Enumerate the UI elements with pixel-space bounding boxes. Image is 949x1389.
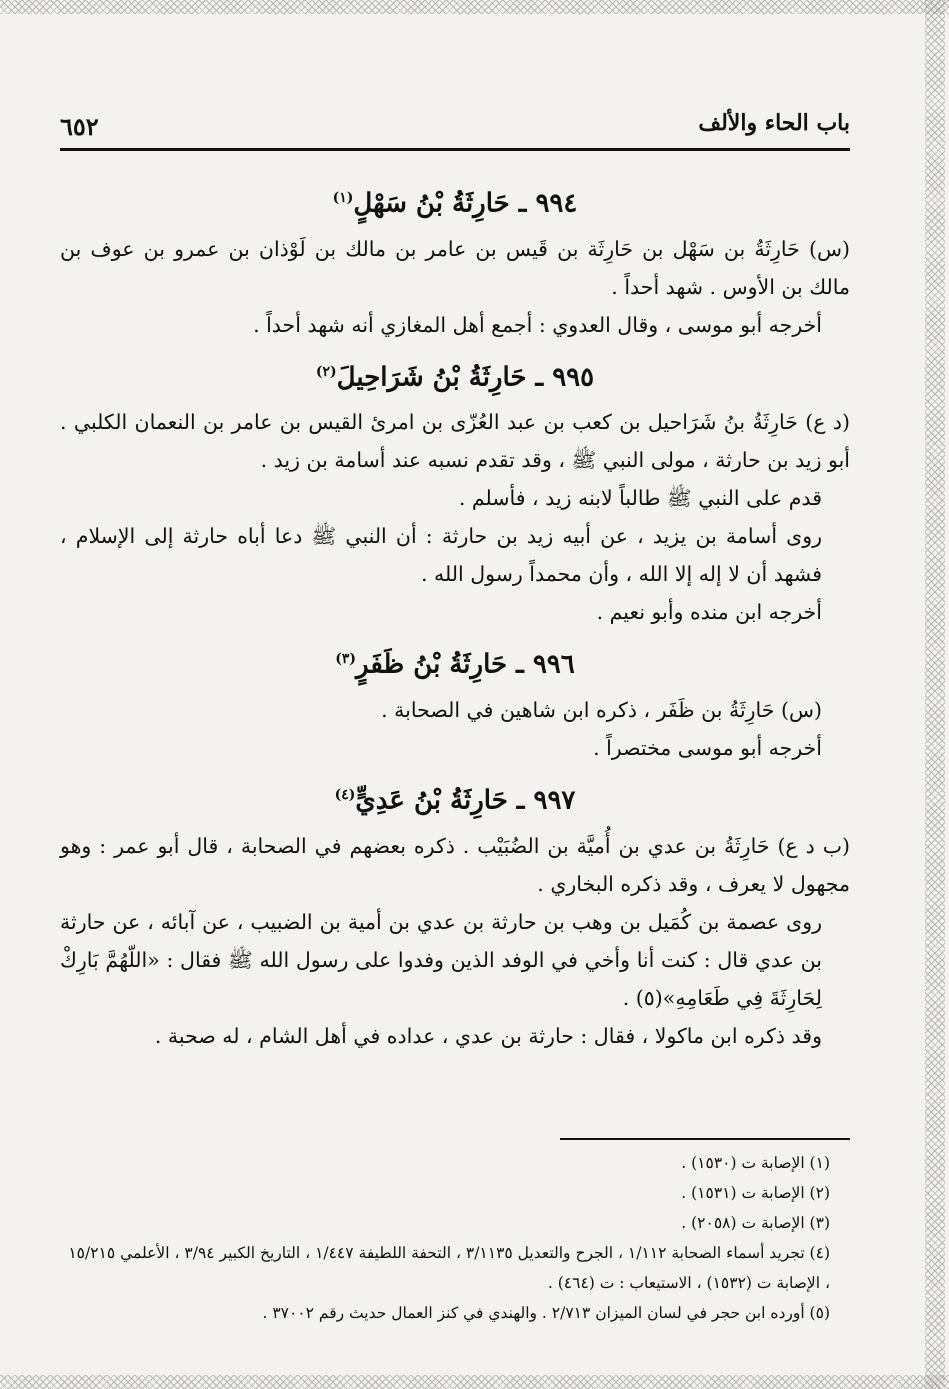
entry-paragraph: (س) حَارِثَةُ بن ظَفَر ، ذكره ابن شاهين في الصحابة . bbox=[381, 697, 822, 722]
entry-paragraph: أخرجه أبو موسى مختصراً . bbox=[593, 735, 822, 760]
footnote-ref: (٢) bbox=[315, 363, 337, 380]
entry-paragraph: (س) حَارِثَةُ بن سَهْل بن حَارِثَة بن قَيس بن عامر بن مالك بن لَوْذان بن عمرو بن عوف بن مالك بن الأوس . شهد أحداً . bbox=[60, 236, 850, 299]
entry-paragraph: روى عصمة بن كُمَيل بن وهب بن حارثة بن عدي بن أمية بن الضبيب ، عن آبائه ، عن حارثة بن عدي قال : كنت أنا وأخي في الوفد الذين وفدوا على رسول الله ﷺ فقال : «اللّهُمَّ بَارِكْ لِحَارِثَةَ فِي طَعَامِهِ»(٥) . bbox=[60, 909, 822, 1010]
book-page bbox=[60, 20, 850, 1360]
header-rule bbox=[60, 148, 850, 151]
entry-title: ٩٩٤ ـ حَارِثَةُ بْنُ سَهْلٍ$^{(١)}$ bbox=[332, 188, 578, 219]
entry-paragraph: (ب د ع) حَارِثَةُ بن عدي بن أُميَّة بن الضُبَيْب . ذكره بعضهم في الصحابة ، قال أبو عمر : وهو مجهول لا يعرف ، وقد ذكره البخاري . bbox=[60, 833, 850, 896]
entry-paragraph: أخرجه أبو موسى ، وقال العدوي : أجمع أهل المغازي أنه شهد أحداً . bbox=[253, 312, 822, 337]
decorative-border-bottom bbox=[0, 1375, 949, 1389]
footnote-ref: (٤) bbox=[334, 786, 356, 803]
footnote-ref: (٣) bbox=[335, 651, 357, 668]
entry-title: ٩٩٧ ـ حَارِثَةُ بْنُ عَدِيٍّ$^{(٤)}$ bbox=[334, 785, 576, 816]
footnote: (٤) تجريد أسماء الصحابة ١/١١٢ ، الجرح والتعديل ٣/١١٣٥ ، التحفة اللطيفة ١/٤٤٧ ، التاريخ الكبير ٣/٩٤ ، الأعلمي ١٥/٢١٥ ، الإصابة ت (١٥٣٢) ، الاستيعاب : ت (٤٦٤) . bbox=[68, 1244, 830, 1292]
footnote: (٥) أورده ابن حجر في لسان الميزان ٢/٧١٣ . والهندي في كنز العمال حديث رقم ٣٧٠٠٢ . bbox=[262, 1304, 830, 1322]
main-text bbox=[60, 170, 850, 1055]
entry-title: ٩٩٦ ـ حَارِثَةُ بْنُ ظَفَرٍ$^{(٣)}$ bbox=[335, 649, 575, 680]
page-number: ٦٥٢ bbox=[60, 112, 99, 141]
chapter-title: باب الحاء والألف bbox=[698, 110, 850, 136]
entry-paragraph: (د ع) حَارِثَةُ بنُ شَرَاحيل بن كعب بن عبد العُزّى بن امرئ القيس بن عامر بن النعمان الكلبي . أبو زيد بن حارثة ، مولى النبي ﷺ ، وقد تقدم نسبه عند أسامة بن زيد . bbox=[60, 410, 850, 473]
entry-paragraph: أخرجه ابن منده وأبو نعيم . bbox=[596, 600, 822, 625]
footnote-ref: (١) bbox=[332, 190, 354, 206]
footnote-rule bbox=[560, 1138, 850, 1140]
entry-paragraph: وقد ذكره ابن ماكولا ، فقال : حارثة بن عدي ، عداده في أهل الشام ، له صحبة . bbox=[154, 1023, 822, 1048]
entry-paragraph: روى أسامة بن يزيد ، عن أبيه زيد بن حارثة : أن النبي ﷺ دعا أباه حارثة إلى الإسلام ، فشهد أن لا إله إلا الله ، وأن محمداً رسول الله . bbox=[60, 524, 822, 587]
page-header bbox=[60, 110, 850, 140]
footnote: (١) الإصابة ت (١٥٣٠) . bbox=[681, 1154, 830, 1172]
entry-title: ٩٩٥ ـ حَارِثَةُ بْنُ شَرَاحِيلَ$^{(٢)}$ bbox=[315, 362, 595, 393]
footnote: (٣) الإصابة ت (٢٠٥٨) . bbox=[681, 1214, 830, 1232]
entry-paragraph: قدم على النبي ﷺ طالباً لابنه زيد ، فأسلم . bbox=[458, 486, 822, 511]
footnotes bbox=[60, 1148, 850, 1328]
decorative-border-top bbox=[0, 0, 949, 14]
footnote: (٢) الإصابة ت (١٥٣١) . bbox=[681, 1184, 830, 1202]
decorative-border-right bbox=[925, 0, 945, 1389]
